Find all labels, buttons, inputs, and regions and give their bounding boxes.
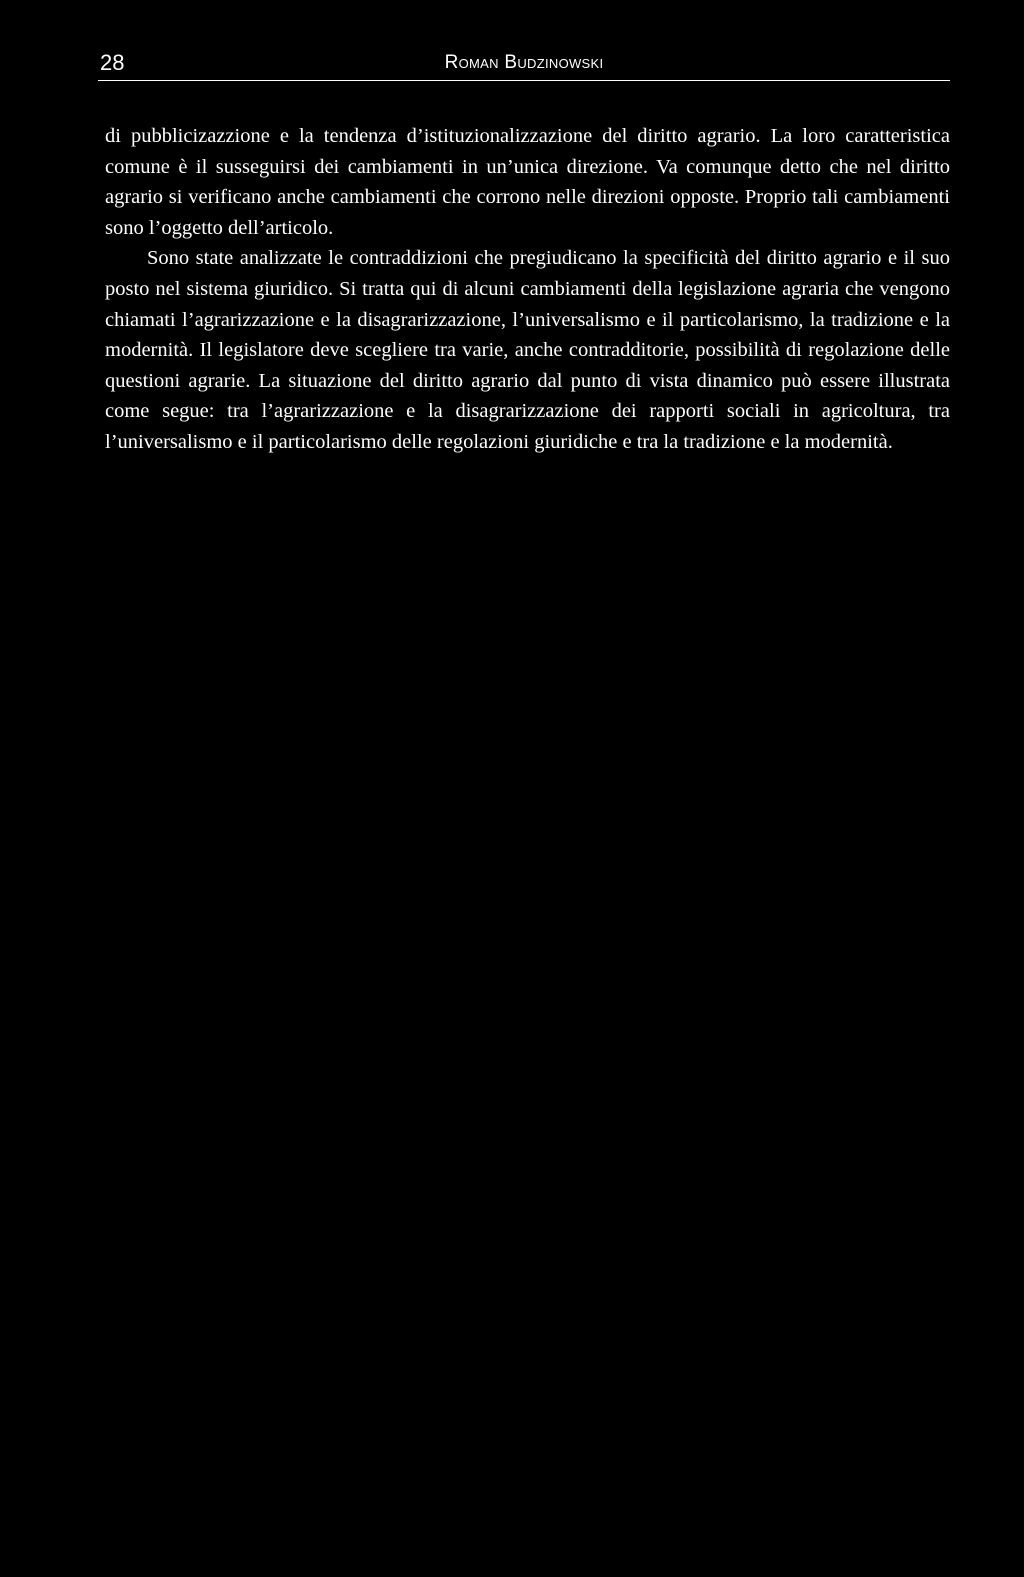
paragraph-2: Sono state analizzate le contraddizioni che pregiudicano la specificità del diritto agrario e il suo posto nel sistema giuridico. Si tratta qui di alcuni cambiamenti della legislazione agraria che vengono chiamati l’agrarizzazione e la disagrarizzazione, l’universalismo e il particolarismo, la tradizione e la modernità. Il legislatore deve scegliere tra varie, anche contradditorie, possibilità di regolazione delle questioni agrarie. La situazione del diritto agrario dal punto di vista dinamico può essere illustrata come segue: tra l’agrarizzazione e la disagrarizzazione dei rapporti sociali in agricoltura, tra l’universalismo e il particolarismo delle regolazioni giuridiche e tra la tradizione e la modernità. [105,247,950,453]
running-title: Roman Budzinowski [444,52,604,73]
body-text [98,121,950,458]
running-header [98,44,950,81]
page [98,44,950,458]
page-number: 28 [100,50,125,75]
paragraph-1: di pubblicizazzione e la tendenza d’istituzionalizzazione del diritto agrario. La loro caratteristica comune è il susseguirsi dei cambiamenti in un’unica direzione. Va comunque detto che nel diritto agrario si verificano anche cambiamenti che corrono nelle direzioni opposte. Proprio tali cambiamenti sono l’oggetto dell’articolo. [105,125,950,239]
